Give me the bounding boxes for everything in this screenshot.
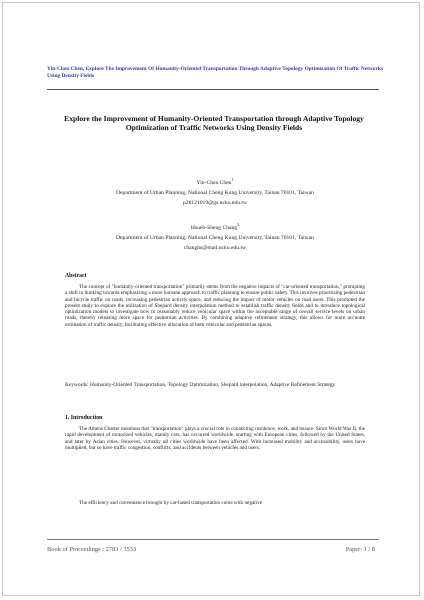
author-block-2 [47,220,383,253]
author-name: Hsueh-Sheng Chang$^2$ [190,222,240,231]
introduction-paragraph-1: The Athens Charter mentions that "transportation" plays a crucial role in connecting residence, work, and leisure. Since World War II, the rapid development of motorized vehicles, mainly cars, has occurred worldwide, starting with European cities, followed by the United States, and later by Asian cities. However, virtually all cities worldwide have been affected. With increased mobility and accessibility, users have multiplied, but so have traffic congestion, conflicts, and accidents between vehicles and users. [65,426,365,452]
paper-page-number: Paper: 1 / 8 [345,546,375,553]
abstract-text: The concept of "humanity-oriented transportation" primarily stems from the negative impacts of "car-oriented transportation," prompting a shift in thinking towards emphasizing a more humane approach to traffic planning to ensure public safety. This involves prioritizing pedestrian and bicycle traffic on roads, increasing pedestrian activity space, and reducing the impact of motor vehicles on road users. This prompted the present study to explore the utilization of Shepard density interpolation method to establish traffic density fields and to introduce topological optimization models to investigate how to reasonably reduce vehicular space within the acceptable range of overall service levels on urban roads, thereby releasing more space for pedestrian activities. By combining adaptive refinement strategy, this allows for more accurate estimation of traffic density, facilitating effective allocation of both vehicular and pedestrian spaces. [65,284,365,328]
author-email: p28121019@gs.ncku.edu.tw [182,199,248,206]
keywords-label: Keywords: [65,382,89,388]
abstract-heading: Abstract [65,273,87,279]
keywords-list: Humanity-Oriented Transportation, Topology Optimization, Shepard interpolation, Adaptive Refinement Strategy [90,382,336,388]
paper-title: Explore the Improvement of Humanity-Oriented Transportation through Adaptive Topology Optimization of Traffic Networks Using Density Fields [64,114,364,133]
header-divider [47,89,379,90]
introduction-paragraph-2: The efficiency and convenience brought by car-based transportation come with negative [79,500,263,506]
running-header: Yin-Chen Chen, Explore The Improvement Of Humanity-Oriented Transportation Through Adaptive Topology Optimization Of Traffic Networks Using Density Fields [47,66,383,79]
author-affiliation: Department of Urban Planning, National Cheng Kung University, Tainan 70101, Taiwan [116,234,314,241]
affiliation-mark: 1 [231,177,234,182]
proceedings-page-count: Book of Proceedings : 2783 / 3553 [47,546,137,553]
section-heading-introduction: 1. Introduction [65,415,103,421]
author-email: changhs@mail.ncku.edu.tw [183,244,247,251]
keywords [65,382,365,389]
document-page [2,2,420,596]
footer-divider [47,539,379,540]
author-block-1 [47,175,383,208]
author-affiliation: Department of Urban Planning, National Cheng Kung University, Tainan 70101, Taiwan [116,189,314,196]
author-name: Yin-Chen Chen$^1$ [196,177,234,186]
affiliation-mark: 2 [237,222,240,227]
